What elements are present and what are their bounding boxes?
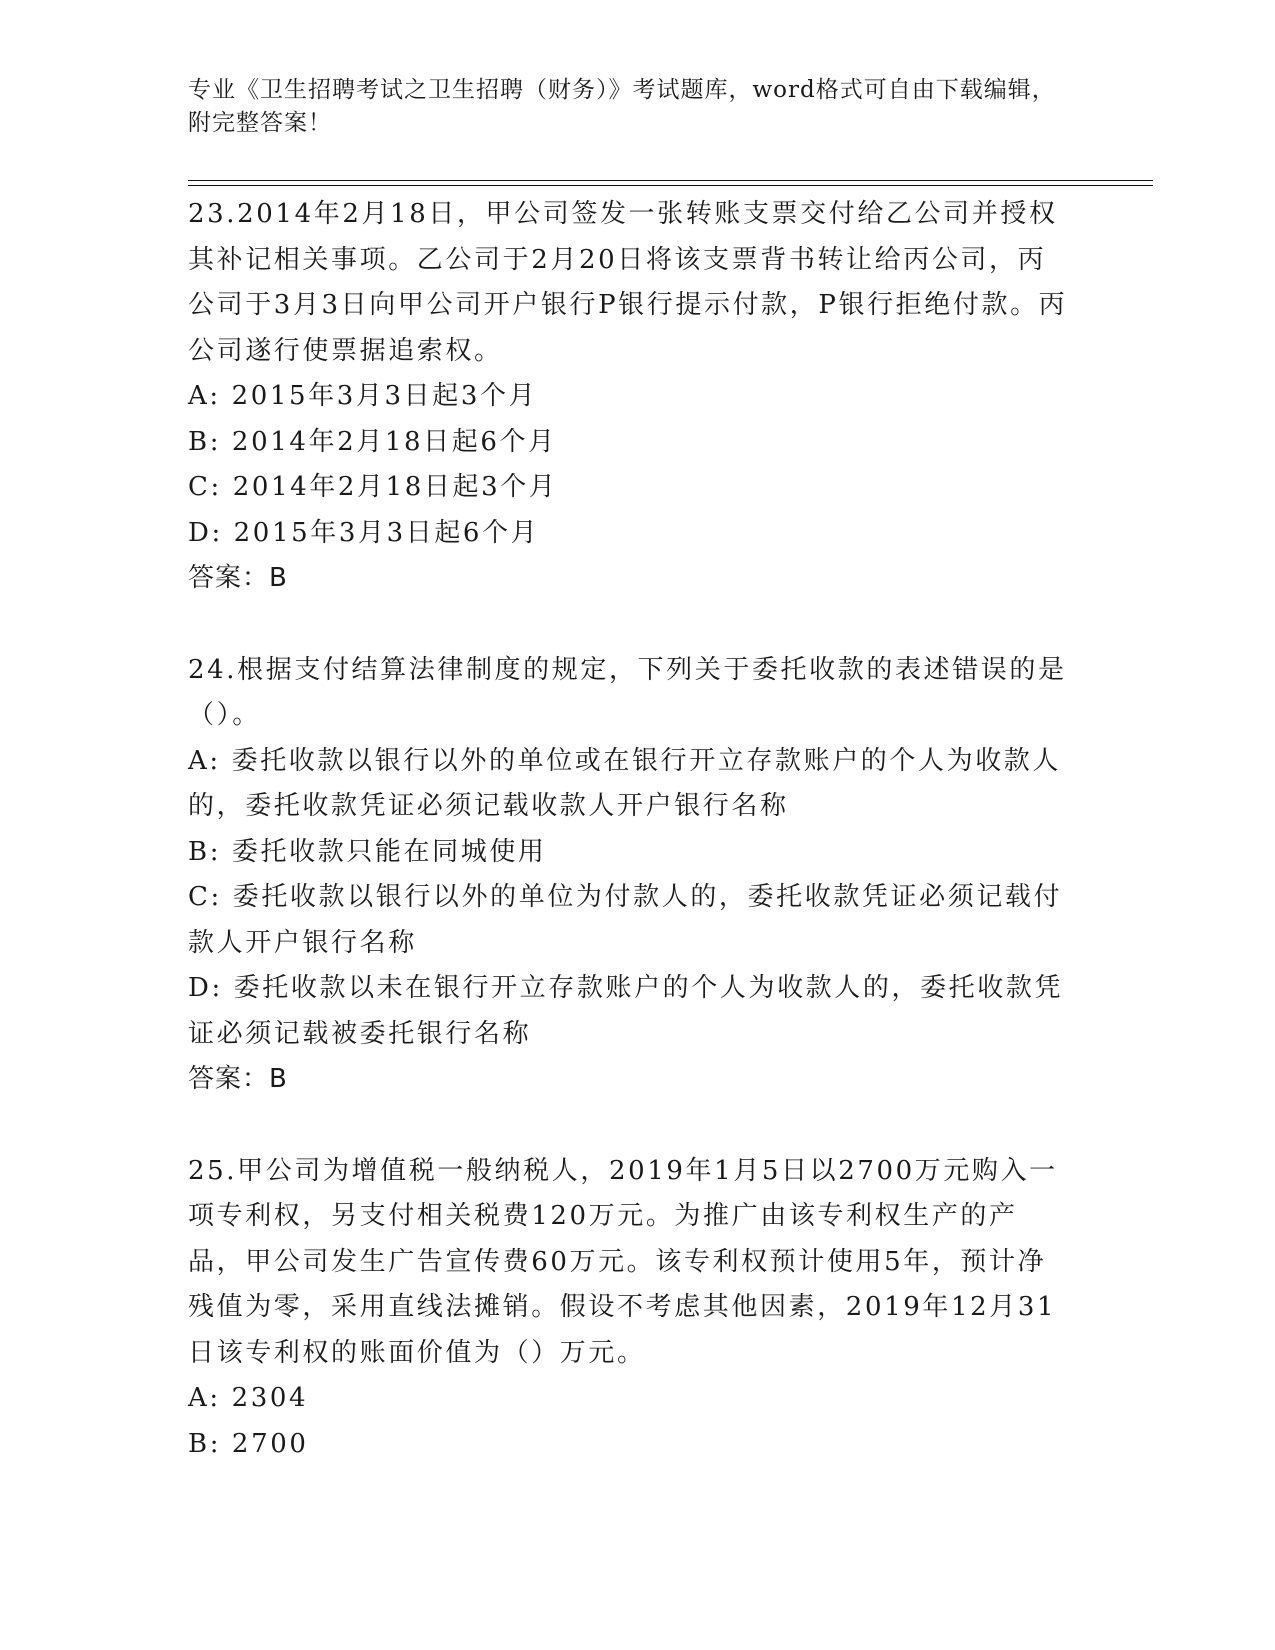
- option-c: C: 2014年2月18日起3个月: [188, 472, 558, 502]
- option-c: C: 委托收款以银行以外的单位为付款人的，委托收款凭证必须记载付款人开户银行名称: [188, 882, 1063, 958]
- question-24: [188, 648, 1073, 1103]
- question-spacer: [188, 1103, 1073, 1149]
- question-spacer: [188, 602, 1073, 648]
- option-b: B: 委托收款只能在同城使用: [188, 836, 547, 867]
- header-divider-line-secondary: [188, 185, 1153, 186]
- question-list: [188, 192, 1073, 1467]
- question-stem: 24.根据支付结算法律制度的规定，下列关于委托收款的表述错误的是（）。: [188, 654, 1067, 730]
- option-a: A: 2304: [188, 1383, 309, 1413]
- page-header-title: 专业《卫生招聘考试之卫生招聘（财务）》考试题库，word格式可自由下载编辑，附完整答案！: [188, 77, 1056, 136]
- option-b: B: 2014年2月18日起6个月: [188, 426, 557, 457]
- question-stem: 25.甲公司为增值税一般纳税人，2019年1月5日以2700万元购入一项专利权，另支付相关税费120万元。为推广由该专利权生产的产品，甲公司发生广告宣传费60万元。该专利权预计使用5年，预计净残值为零，采用直线法摊销。假设不考虑其他因素，2019年12月31日该专利权的账面价值为（）万元。: [188, 1155, 1058, 1368]
- answer-line: 答案：B: [188, 563, 288, 593]
- header-divider-line: [188, 180, 1153, 181]
- option-b: B: 2700: [188, 1428, 309, 1459]
- question-23: [188, 192, 1073, 602]
- answer-line: 答案：B: [188, 1064, 288, 1094]
- option-d: D: 2015年3月3日起6个月: [188, 517, 540, 548]
- question-25: [188, 1149, 1073, 1468]
- option-a: A: 2015年3月3日起3个月: [188, 381, 538, 411]
- option-d: D: 委托收款以未在银行开立存款账户的个人为收款人的，委托收款凭证必须记载被委托银行名称: [188, 973, 1064, 1049]
- option-a: A: 委托收款以银行以外的单位或在银行开立存款账户的个人为收款人的，委托收款凭证必须记载收款人开户银行名称: [188, 745, 1062, 821]
- question-stem: 23.2014年2月18日，甲公司签发一张转账支票交付给乙公司并授权其补记相关事项。乙公司于2月20日将该支票背书转让给丙公司，丙公司于3月3日向甲公司开户银行P银行提示付款，P银行拒绝付款。丙公司遂行使票据追索权。: [188, 199, 1068, 366]
